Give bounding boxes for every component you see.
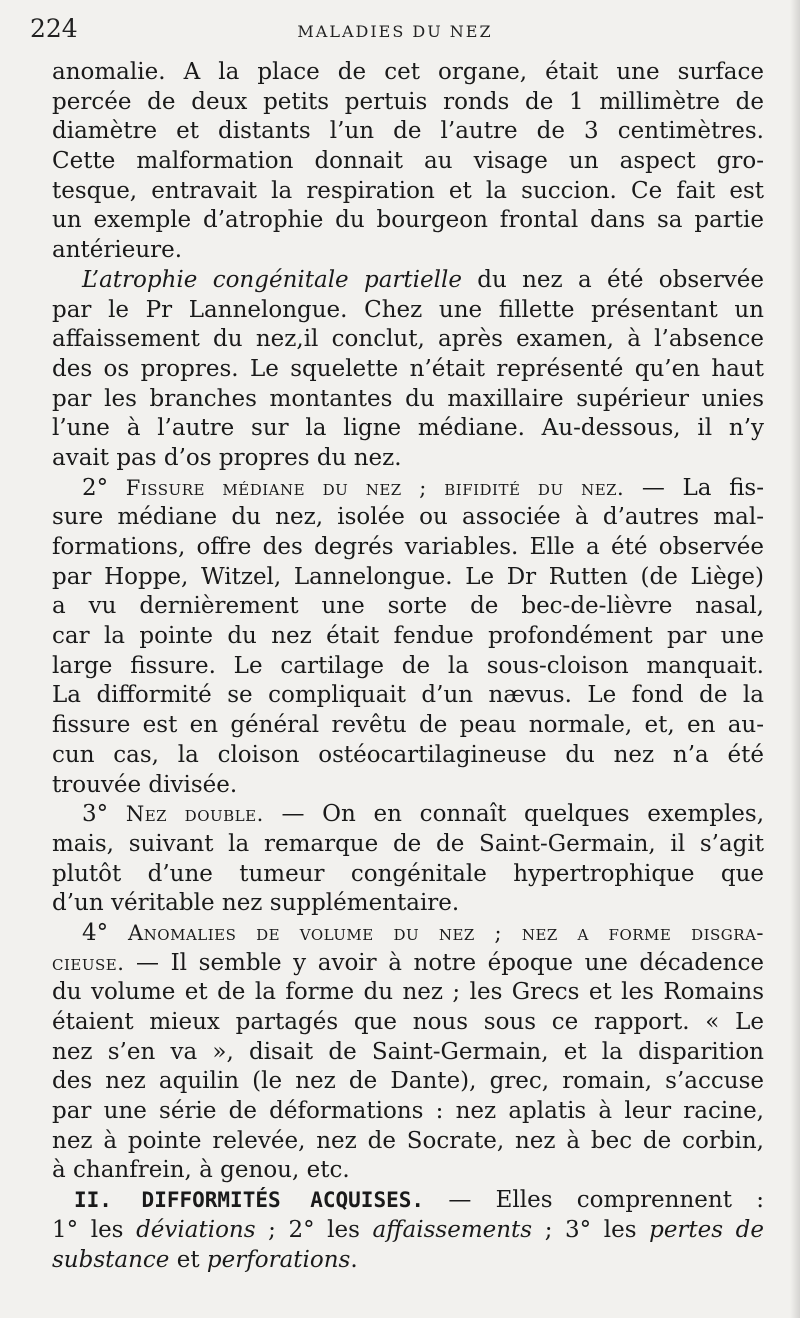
text-run: . bbox=[350, 1246, 358, 1273]
text-run: du nez a été observée bbox=[461, 266, 764, 293]
text-line: trouvée divisée. bbox=[52, 771, 238, 798]
section-heading: cieuse. bbox=[52, 950, 125, 975]
section-heading: Fissure médiane du nez ; bifidité du nez. bbox=[125, 475, 625, 500]
text-line: par Hoppe, Witzel, Lannelongue. Le Dr Rutten (de Liège) bbox=[52, 563, 764, 590]
text-line: large fissure. Le cartilage de la sous-cloison manquait. bbox=[52, 652, 764, 679]
text-line: Cette malformation donnait au visage un aspect gro- bbox=[52, 148, 764, 175]
text-run: — La fis- bbox=[624, 474, 765, 501]
text-run: — On en connaît quelques exemples, bbox=[263, 801, 765, 828]
text-line: à chanfrein, à genou, etc. bbox=[52, 1157, 350, 1184]
text-line: des os propres. Le squelette n’était représenté qu’en haut bbox=[52, 355, 764, 382]
text-run: 1° les bbox=[52, 1216, 137, 1243]
italic-term: affaissements bbox=[372, 1216, 533, 1243]
text-run: — Elles comprennent : bbox=[424, 1187, 764, 1214]
text-line: du volume et de la forme du nez ; les Grecs et les Romains bbox=[52, 979, 764, 1006]
text-line: cun cas, la cloison ostéocartilagineuse du nez n’a été bbox=[52, 741, 764, 768]
text-run: ; 3° les bbox=[532, 1216, 650, 1243]
text-line: affaissement du nez,il conclut, après examen, à l’absence bbox=[52, 326, 764, 353]
section-heading-line bbox=[52, 474, 764, 504]
section-number: 4° bbox=[82, 919, 109, 946]
section-heading-line bbox=[52, 1186, 764, 1216]
page-number: 224 bbox=[30, 14, 78, 43]
text-line: La difformité se compliquait d’un nævus. Le fond de la bbox=[52, 682, 764, 709]
italic-term: substance bbox=[52, 1246, 170, 1273]
text-line: par une série de déformations : nez aplatis à leur racine, bbox=[52, 1098, 764, 1125]
italic-term: perforations bbox=[206, 1246, 351, 1273]
text-line: percée de deux petits pertuis ronds de 1 millimètre de bbox=[52, 88, 764, 115]
text-line: nez à pointe relevée, nez de Socrate, nez à bec de corbin, bbox=[52, 1127, 764, 1154]
text-line: étaient mieux partagés que nous sous ce rapport. « Le bbox=[52, 1009, 764, 1035]
section-heading: Nez double. bbox=[125, 802, 264, 827]
text-line: sure médiane du nez, isolée ou associée à d’autres mal- bbox=[52, 504, 764, 531]
section-heading: Anomalies de volume du nez ; nez a forme disgra- bbox=[128, 920, 765, 945]
text-line: fissure est en général revêtu de peau normale, et, en au- bbox=[52, 712, 764, 739]
text-line: tesque, entravait la respiration et la succion. Ce fait est bbox=[52, 177, 764, 204]
running-title: MALADIES DU NEZ bbox=[297, 22, 493, 41]
text-line: nez s’en va », disait de Saint-Germain, et la disparition bbox=[52, 1038, 764, 1065]
text-run: et bbox=[169, 1246, 207, 1273]
text-line: car la pointe du nez était fendue profondément par une bbox=[52, 623, 764, 650]
section-heading-line bbox=[52, 919, 764, 949]
text-run: ; 2° les bbox=[255, 1216, 373, 1243]
text-line: l’une à l’autre sur la ligne médiane. Au-dessous, il n’y bbox=[52, 415, 764, 442]
text-line: formations, offre des degrés variables. Elle a été observée bbox=[52, 534, 764, 560]
italic-term: pertes de bbox=[649, 1216, 764, 1243]
section-heading-line bbox=[52, 800, 764, 830]
text-line: un exemple d’atrophie du bourgeon frontal dans sa partie bbox=[52, 207, 764, 234]
text-line: anomalie. A la place de cet organe, était une surface bbox=[52, 59, 764, 85]
text-line: mais, suivant la remarque de de Saint-Germain, il s’agit bbox=[52, 830, 764, 857]
italic-term: déviations bbox=[136, 1216, 256, 1243]
text-line: a vu dernièrement une sorte de bec-de-lièvre nasal, bbox=[52, 593, 764, 620]
section-number: 3° bbox=[82, 801, 109, 828]
text-line: d’un véritable nez supplémentaire. bbox=[52, 890, 460, 917]
italic-term: L’atrophie congénitale partielle bbox=[82, 266, 462, 293]
paragraph-first-line bbox=[52, 266, 764, 296]
page-edge-shadow bbox=[790, 0, 800, 1318]
text-line: antérieure. bbox=[52, 237, 183, 264]
text-line: par les branches montantes du maxillaire supérieur unies bbox=[52, 385, 764, 412]
section-number: 2° bbox=[82, 474, 109, 501]
body-text bbox=[52, 58, 764, 1275]
text-line bbox=[52, 1216, 764, 1246]
page-header bbox=[30, 12, 760, 46]
text-run: — Il semble y avoir à notre époque une décadence bbox=[124, 949, 764, 976]
text-line: plutôt d’une tumeur congénitale hypertrophique que bbox=[52, 860, 764, 887]
text-line bbox=[52, 1246, 764, 1276]
section-heading: II. DIFFORMITÉS ACQUISES. bbox=[74, 1188, 425, 1213]
text-line: avait pas d’os propres du nez. bbox=[52, 444, 402, 471]
text-line: des nez aquilin (le nez de Dante), grec, romain, s’accuse bbox=[52, 1068, 764, 1095]
section-heading-line bbox=[52, 949, 764, 979]
text-line: par le Pr Lannelongue. Chez une fillette présentant un bbox=[52, 296, 764, 323]
text-line: diamètre et distants l’un de l’autre de 3 centimètres. bbox=[52, 118, 764, 145]
